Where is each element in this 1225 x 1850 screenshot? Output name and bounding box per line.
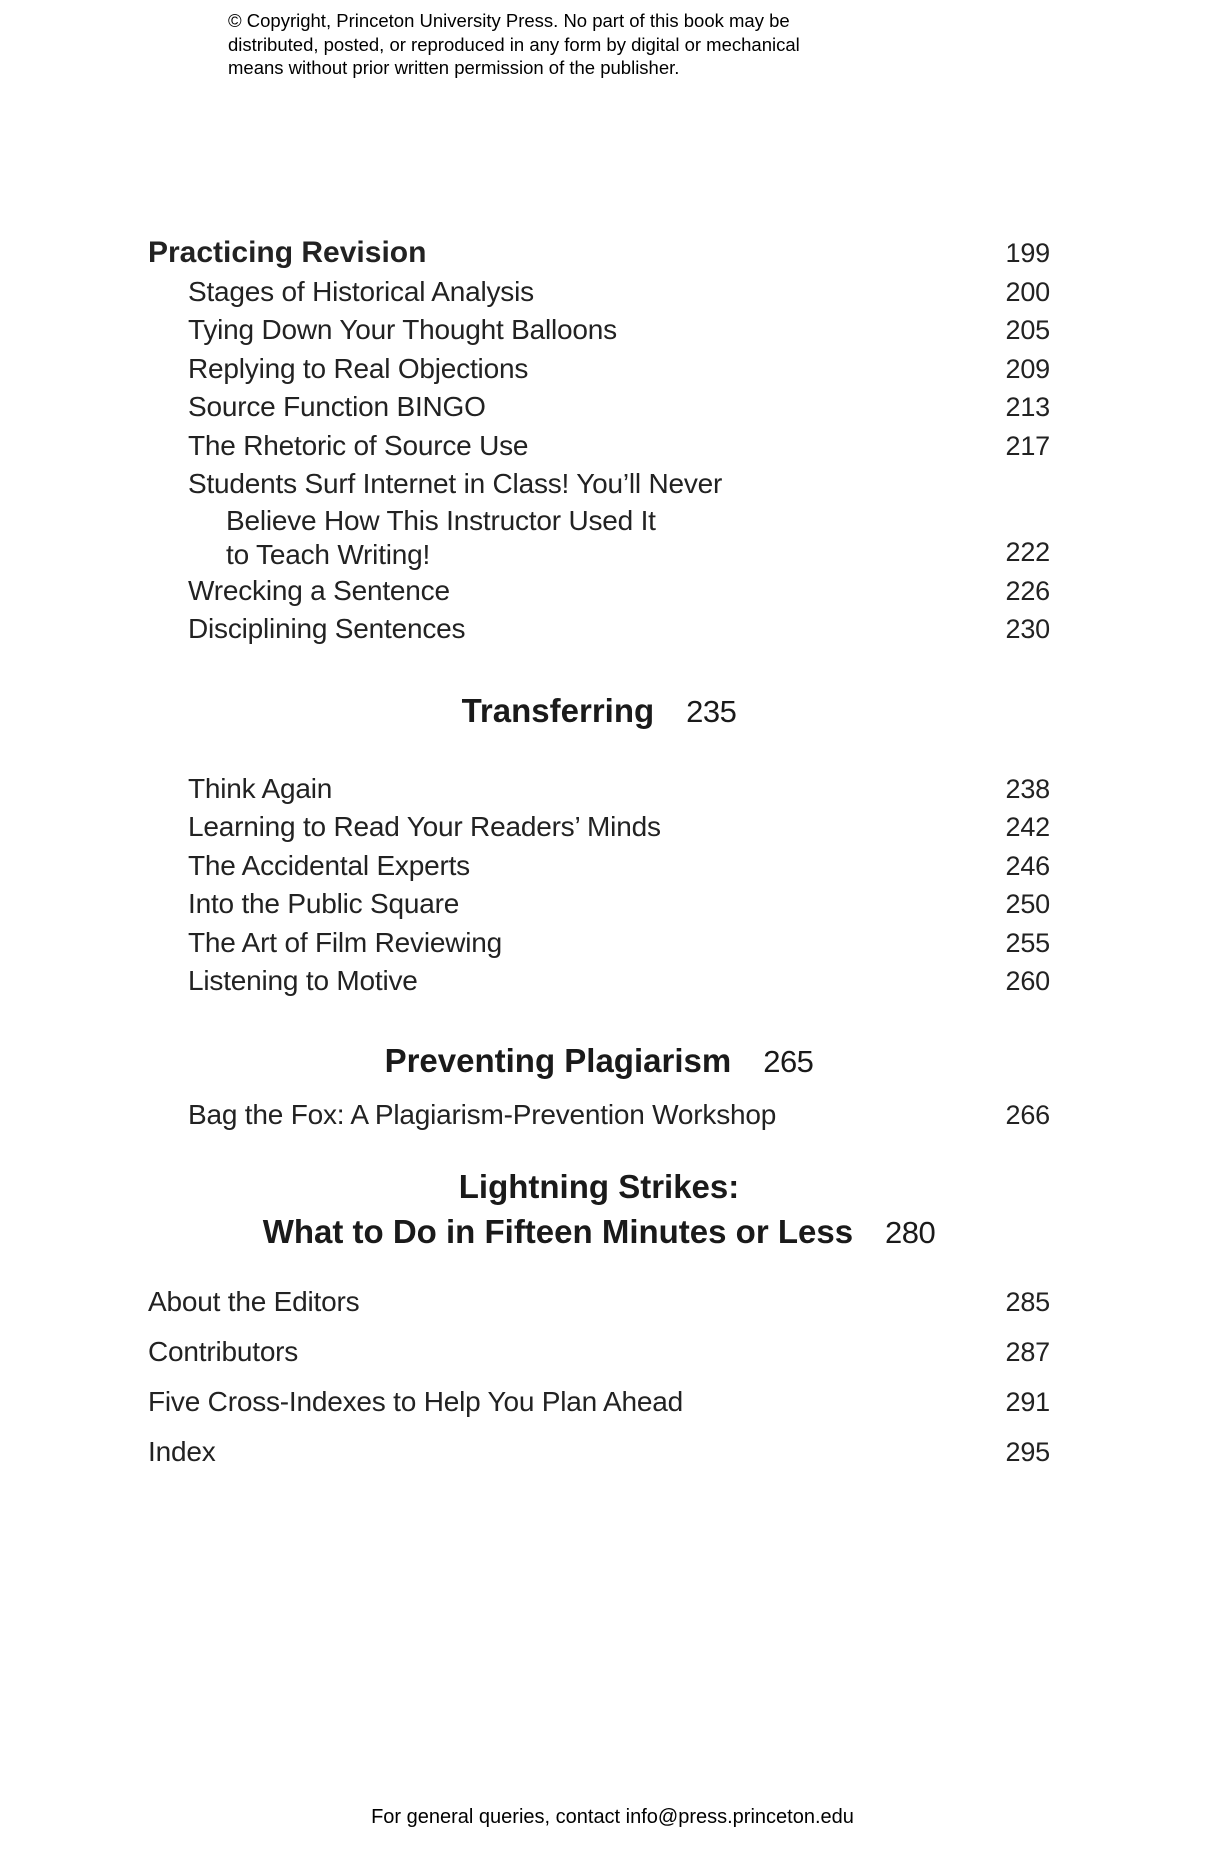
page-number: 230 <box>1005 614 1050 644</box>
entry-title: Stages of Historical Analysis <box>188 275 534 307</box>
page-number: 209 <box>1005 353 1050 384</box>
toc-section-heading-lightning-strikes <box>148 1164 1050 1255</box>
copyright-notice <box>228 9 800 80</box>
toc-entry <box>148 350 1050 389</box>
entry-title: Think Again <box>188 772 333 804</box>
entry-title: Listening to Motive <box>188 965 418 996</box>
page-number: 242 <box>1005 812 1050 842</box>
entry-title: Tying Down Your Thought Balloons <box>188 314 617 345</box>
page-number: 222 <box>1005 537 1050 567</box>
entry-title: Five Cross-Indexes to Help You Plan Ahead <box>148 1386 684 1417</box>
page-number: 265 <box>763 1043 814 1079</box>
section-title: Practicing Revision <box>148 236 427 269</box>
entry-title: The Accidental Experts <box>188 849 470 881</box>
toc-entry <box>148 847 1050 886</box>
page-number: 280 <box>885 1215 936 1250</box>
page-number: 295 <box>1005 1437 1050 1467</box>
toc-entry <box>148 770 1050 809</box>
section-title: What to Do in Fifteen Minutes or Less <box>262 1213 854 1250</box>
entry-title: About the Editors <box>148 1286 360 1317</box>
page-number: 260 <box>1005 966 1050 996</box>
section-title-line <box>148 1209 1050 1255</box>
toc-section-heading-practicing-revision <box>148 234 1050 273</box>
entry-title-line: to Teach Writing! <box>226 538 431 570</box>
toc-entry <box>148 962 1050 1001</box>
toc-entry <box>148 572 1050 611</box>
table-of-contents <box>148 234 1050 1477</box>
section-title: Preventing Plagiarism <box>384 1041 732 1079</box>
toc-entry <box>148 885 1050 924</box>
page-number: 199 <box>1005 238 1050 268</box>
entry-title: Index <box>148 1436 216 1467</box>
toc-entry <box>148 273 1050 312</box>
toc-entry <box>148 1277 1050 1327</box>
entry-title-line: Believe How This Instructor Used It <box>226 504 656 536</box>
page-number: 285 <box>1005 1287 1050 1317</box>
copyright-line: © Copyright, Princeton University Press. No part of this book may be <box>228 10 790 31</box>
toc-entry-multiline <box>148 465 1050 572</box>
entry-title: Learning to Read Your Readers’ Minds <box>188 811 661 842</box>
toc-entry <box>148 1096 1050 1135</box>
page-number: 217 <box>1005 430 1050 461</box>
entry-title: Replying to Real Objections <box>188 352 529 384</box>
toc-entry <box>148 1377 1050 1427</box>
page-number: 226 <box>1005 575 1050 606</box>
section-title: Transferring <box>461 691 655 729</box>
entry-title: The Art of Film Reviewing <box>188 926 502 958</box>
page-number: 246 <box>1005 850 1050 881</box>
page-number: 213 <box>1005 392 1050 422</box>
toc-entry <box>148 924 1050 963</box>
page-number: 255 <box>1005 927 1050 958</box>
page-number: 200 <box>1005 276 1050 307</box>
toc-section-heading-preventing-plagiarism <box>148 1039 1050 1084</box>
section-title-line: Lightning Strikes: <box>458 1168 740 1205</box>
page-number: 235 <box>686 693 737 729</box>
copyright-line: distributed, posted, or reproduced in any form by digital or mechanical <box>228 33 800 55</box>
toc-entry <box>148 1427 1050 1477</box>
entry-title: Contributors <box>148 1336 299 1367</box>
toc-entry <box>148 1327 1050 1377</box>
page-number: 291 <box>1005 1387 1050 1417</box>
page-number: 287 <box>1005 1337 1050 1367</box>
entry-title: Into the Public Square <box>188 888 460 919</box>
entry-title: The Rhetoric of Source Use <box>188 429 529 461</box>
toc-section-heading-transferring <box>148 689 1050 734</box>
toc-entry <box>148 311 1050 350</box>
entry-title: Disciplining Sentences <box>188 613 466 644</box>
page-number: 266 <box>1005 1099 1050 1130</box>
entry-title: Wrecking a Sentence <box>188 574 450 606</box>
copyright-line: means without prior written permission of the publisher. <box>228 57 680 78</box>
page-number: 205 <box>1005 315 1050 345</box>
toc-entry <box>148 808 1050 847</box>
toc-entry <box>148 610 1050 649</box>
entry-title <box>148 465 722 572</box>
page-number: 250 <box>1005 889 1050 919</box>
toc-entry <box>148 427 1050 466</box>
entry-title: Source Function BINGO <box>188 391 486 422</box>
back-matter <box>148 1277 1050 1477</box>
toc-entry <box>148 388 1050 427</box>
page-number: 238 <box>1005 773 1050 804</box>
entry-title-line: Students Surf Internet in Class! You’ll Never <box>188 468 723 499</box>
entry-title: Bag the Fox: A Plagiarism-Prevention Workshop <box>188 1098 777 1130</box>
footer-contact-note: For general queries, contact info@press.princeton.edu <box>371 1806 854 1828</box>
